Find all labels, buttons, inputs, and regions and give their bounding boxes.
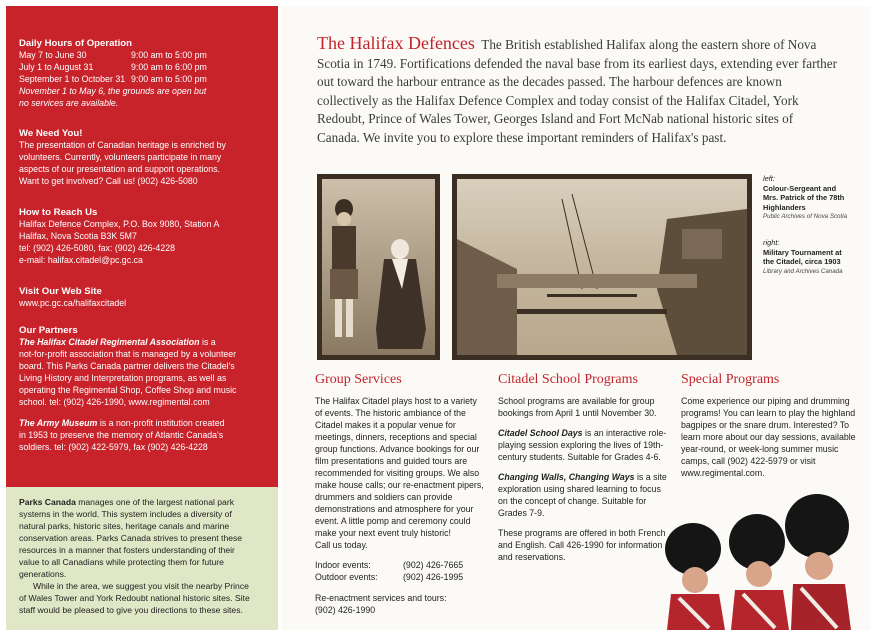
hours-section — [19, 38, 269, 109]
parks-text: value to all Canadians while protecting them for future — [19, 557, 224, 567]
association-text: board. This Parks Canada partner delivers the Citadel's — [19, 361, 235, 371]
school-intro-text: School programs are available for group bookings from April 1 until November 30. — [498, 396, 657, 418]
hours-row — [19, 49, 269, 61]
phone-label: Outdoor events: — [315, 572, 378, 582]
hours-time: 9:00 am to 6:00 pm — [131, 62, 207, 72]
parks-text: generations. — [19, 569, 67, 579]
group-call-text: Call us today. — [315, 540, 368, 550]
parks-section — [19, 496, 269, 616]
reach-heading: How to Reach Us — [19, 207, 98, 218]
red-info-panel — [6, 6, 278, 487]
school-footer-text: These programs are offered in both French and English. Call 426-1990 for information and reservations. — [498, 528, 666, 562]
phone-number: (902) 426-7665 — [403, 560, 464, 570]
drummers-photo — [649, 494, 859, 630]
photo-caption-left — [763, 174, 853, 222]
caption-title: Military Tournament at the Citadel, circa 1903 — [763, 247, 842, 266]
hours-dates: July 1 to August 31 — [19, 62, 94, 72]
photo-caption-right — [763, 238, 853, 276]
caption-source: Library and Archives Canada — [763, 267, 843, 275]
volunteer-text: aspects of our presentation and support operations. — [19, 164, 220, 174]
program-name: Citadel School Days — [498, 428, 583, 438]
volunteer-section — [19, 128, 269, 187]
association-text: school. tel: (902) 426-1990, www.regimental.com — [19, 397, 210, 407]
volunteer-text: Want to get involved? Call us! (902) 426-5080 — [19, 176, 198, 186]
hours-dates: September 1 to October 31 — [19, 74, 126, 84]
school-programs-heading: Citadel School Programs — [498, 372, 638, 387]
caption-position-label: right: — [763, 238, 780, 247]
highlanders-photo — [317, 174, 440, 360]
group-services-column — [315, 374, 485, 616]
group-services-heading: Group Services — [315, 372, 402, 387]
museum-text-part: is a non-profit institution created — [97, 418, 225, 428]
hours-time: 9:00 am to 5:00 pm — [131, 74, 207, 84]
reenactment-number: (902) 426-1990 — [315, 605, 376, 615]
reach-text: e-mail: halifax.citadel@pc.gc.ca — [19, 255, 143, 265]
parks-text: staff would be pleased to give you directions to these sites. — [19, 605, 243, 615]
parks-text: natural parks, historic sites, heritage canals and marine — [19, 521, 230, 531]
museum-text: soldiers. tel: (902) 422-5979, fax (902) 426-4228 — [19, 442, 208, 452]
program-description: is a site exploration using shared learning to focus on the concept of change. Suitable for Grades 7-9. — [498, 472, 667, 518]
school-program-item — [498, 427, 668, 463]
parks-text — [19, 496, 269, 508]
website-heading: Visit Our Web Site — [19, 286, 102, 297]
association-text: Living History and Interpretation programs, as well as — [19, 373, 227, 383]
volunteer-heading: We Need You! — [19, 128, 83, 139]
phone-number: (902) 426-1995 — [403, 572, 464, 582]
parks-canada-panel — [6, 487, 278, 630]
info-sidebar — [6, 6, 278, 630]
caption-source: Public Archives of Nova Scotia — [763, 213, 848, 220]
association-name: The Halifax Citadel Regimental Association — [19, 337, 200, 347]
highlanders-photo-image — [322, 179, 435, 355]
special-programs-column — [681, 374, 856, 487]
hours-time: 9:00 am to 5:00 pm — [131, 50, 207, 60]
association-text: not-for-profit association that is managed by a volunteer — [19, 349, 237, 359]
parks-text: While in the area, we suggest you visit the nearby Prince — [33, 581, 249, 591]
parks-text: resources in a manner that fosters understanding of their — [19, 545, 235, 555]
reach-section — [19, 207, 269, 266]
museum-text: in 1953 to preserve the memory of Atlantic Canada's — [19, 430, 224, 440]
program-name: Changing Walls, Changing Ways — [498, 472, 635, 482]
association-text — [19, 336, 269, 348]
military-tournament-photo — [452, 174, 752, 360]
main-panel — [281, 6, 870, 630]
museum-text — [19, 417, 269, 429]
parks-name: Parks Canada — [19, 497, 76, 507]
reach-text: Halifax Defence Complex, P.O. Box 9080, Station A — [19, 219, 220, 229]
caption-title: Colour-Sergeant and Mrs. Patrick of the 78th Highlanders — [763, 183, 845, 212]
phone-label: Indoor events: — [315, 560, 371, 570]
military-tournament-photo-image — [457, 179, 747, 355]
parks-text: systems in the world. This system includes a diversity of — [19, 509, 232, 519]
association-text-part: is a — [199, 337, 216, 347]
phone-row — [315, 559, 485, 571]
program-description: is an interactive role-playing session exploring the lives of 19th-century students. Suitable for Grades 4-6. — [498, 428, 667, 462]
partners-heading: Our Partners — [19, 325, 78, 336]
reach-text: Halifax, Nova Scotia B3K 5M7 — [19, 231, 137, 241]
parks-text-part: manages one of the largest national park — [75, 497, 234, 507]
volunteer-text: The presentation of Canadian heritage is enriched by — [19, 140, 226, 150]
association-text: operating the Regimental Shop, Coffee Shop and music — [19, 385, 237, 395]
school-programs-column — [498, 374, 668, 571]
special-programs-heading: Special Programs — [681, 372, 780, 387]
school-program-item — [498, 471, 668, 519]
parks-text: of Wales Tower and York Redoubt national historic sites. Site — [19, 593, 250, 603]
partners-section — [19, 325, 269, 453]
reenactment-label: Re-enactment services and tours: — [315, 593, 447, 603]
volunteer-text: volunteers. Currently, volunteers participate in many — [19, 152, 222, 162]
group-services-text: The Halifax Citadel plays host to a variety of events. The historic ambiance of the Citadel makes it a popular venue for meetings, dinners, receptions and special group functions. Advance bookings for our film presentations and guided tours are recommended for visiting groups. We also make house calls; our re-enactment pipers, drummers and soldiers can provide demonstrations and atmosphere for your event. A little pomp and ceremony could make your next event truly historic! — [315, 396, 484, 538]
hours-dates: May 7 to June 30 — [19, 50, 87, 60]
hours-heading: Daily Hours of Operation — [19, 38, 133, 49]
parks-text: conservation areas. Parks Canada strives to present these — [19, 533, 243, 543]
website-link[interactable]: www.pc.gc.ca/halifaxcitadel — [19, 298, 127, 308]
hours-row — [19, 73, 269, 85]
reach-text: tel: (902) 426-5080, fax: (902) 426-4228 — [19, 243, 176, 253]
hours-row — [19, 61, 269, 73]
hours-note: no services are available. — [19, 98, 119, 108]
website-section — [19, 286, 269, 309]
hours-note: November 1 to May 6, the grounds are open but — [19, 86, 207, 96]
intro-paragraph — [317, 34, 837, 147]
page-title: The Halifax Defences — [317, 33, 475, 53]
museum-name: The Army Museum — [19, 418, 98, 428]
caption-position-label: left: — [763, 174, 775, 183]
intro-text: The British established Halifax along the eastern shore of Nova Scotia in 1749. Fortifications defended the naval base from its earliest days, extending ever farther out toward the harbour entrance as the decades passed. The harbour defences are known collectively as the Halifax Defence Complex and today consist of the Halifax Citadel, York Redoubt, Prince of Wales Tower, Georges Island and Fort McNab national historic sites of Canada. We invite you to explore these important reminders of Halifax's past. — [317, 37, 838, 145]
phone-row — [315, 571, 485, 583]
special-programs-text: Come experience our piping and drumming programs! You can learn to play the highland bagpipes or the snare drum. Interested? To learn more about our day sessions, available year-round, or week-long summer music camps, call (902) 422-5979 or visit www.regimental.com. — [681, 396, 856, 478]
